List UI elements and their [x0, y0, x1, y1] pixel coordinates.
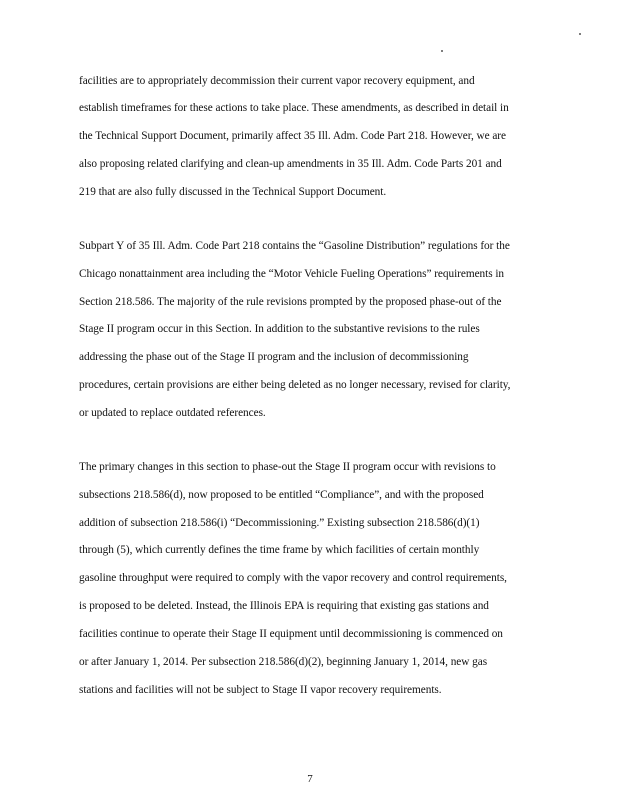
- paragraph-3-line-6: is proposed to be deleted. Instead, the Illinois EPA is requiring that existing gas stations and: [79, 600, 489, 612]
- paragraph-3-line-7: facilities continue to operate their Stage II equipment until decommissioning is commenced on: [79, 628, 503, 640]
- paragraph-3-line-9: stations and facilities will not be subject to Stage II vapor recovery requirements.: [79, 684, 442, 696]
- paragraph-2-line-2: Chicago nonattainment area including the “Motor Vehicle Fueling Operations” requirements in: [79, 268, 505, 280]
- paragraph-1-line-5: 219 that are also fully discussed in the Technical Support Document.: [79, 186, 387, 198]
- paragraph-1-line-1: facilities are to appropriately decommission their current vapor recovery equipment, and: [79, 75, 475, 87]
- scan-speck: [579, 33, 581, 35]
- paragraph-2-line-3: Section 218.586. The majority of the rule revisions prompted by the proposed phase-out of the: [79, 296, 502, 308]
- paragraph-2-line-6: procedures, certain provisions are either being deleted as no longer necessary, revised for clarity,: [79, 379, 511, 391]
- paragraph-3-line-4: through (5), which currently defines the time frame by which facilities of certain monthly: [79, 544, 480, 556]
- paragraph-2-line-1: Subpart Y of 35 Ill. Adm. Code Part 218 contains the “Gasoline Distribution” regulations for the: [79, 240, 510, 252]
- page-number: 7: [307, 773, 313, 785]
- paragraph-1-line-2: establish timeframes for these actions to take place. These amendments, as described in detail in: [79, 102, 509, 114]
- paragraph-3-line-2: subsections 218.586(d), now proposed to be entitled “Compliance”, and with the proposed: [79, 489, 484, 501]
- paragraph-2-line-5: addressing the phase out of the Stage II program and the inclusion of decommissioning: [79, 351, 469, 363]
- paragraph-1-line-3: the Technical Support Document, primarily affect 35 Ill. Adm. Code Part 218. However, we are: [79, 130, 506, 142]
- paragraph-2-line-7: or updated to replace outdated references.: [79, 407, 266, 419]
- scan-speck: [441, 50, 443, 52]
- paragraph-3-line-3: addition of subsection 218.586(i) “Decommissioning.” Existing subsection 218.586(d)(1): [79, 517, 480, 529]
- paragraph-2-line-4: Stage II program occur in this Section. In addition to the substantive revisions to the rules: [79, 323, 480, 335]
- paragraph-3-line-8: or after January 1, 2014. Per subsection 218.586(d)(2), beginning January 1, 2014, new gas: [79, 656, 488, 668]
- paragraph-1-line-4: also proposing related clarifying and clean-up amendments in 35 Ill. Adm. Code Parts 201 and: [79, 158, 502, 170]
- paragraph-3-line-1: The primary changes in this section to phase-out the Stage II program occur with revisions to: [79, 461, 496, 473]
- paragraph-3-line-5: gasoline throughput were required to comply with the vapor recovery and control requirements,: [79, 572, 507, 584]
